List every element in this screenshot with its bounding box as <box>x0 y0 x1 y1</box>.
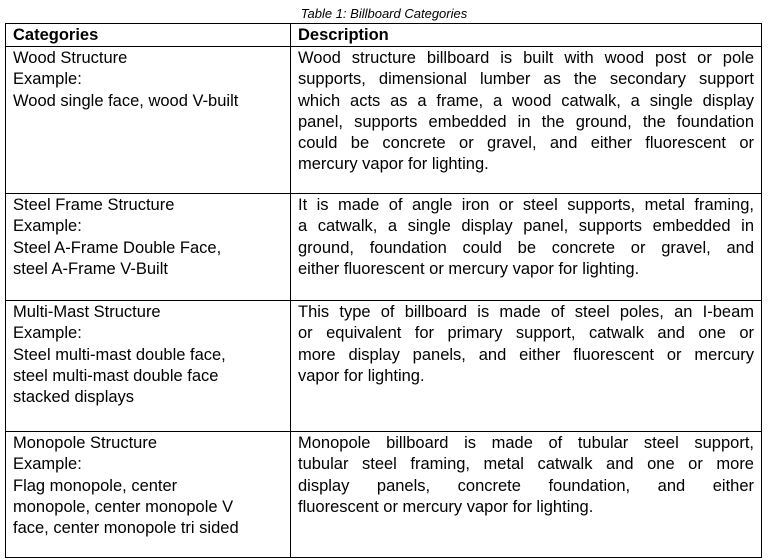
category-cell <box>6 432 291 558</box>
description-line: more display panels, and either fluorescent or mercury <box>298 345 754 364</box>
category-line: Example: <box>13 324 82 343</box>
description-line: supports, dimensional lumber as the secondary support <box>298 70 754 89</box>
description-line: either fluorescent or mercury vapor for lighting. <box>298 259 640 278</box>
description-line: mercury vapor for lighting. <box>298 155 489 174</box>
category-line: Wood single face, wood V-built <box>13 91 239 110</box>
description-line: Wood structure billboard is built with wood post or pole <box>298 49 754 68</box>
category-line: Steel Frame Structure <box>13 196 175 215</box>
category-line: steel multi-mast double face <box>13 366 219 385</box>
description-line: This type of billboard is made of steel poles, an I-beam <box>298 303 754 322</box>
table-row <box>6 194 762 301</box>
description-line: a catwalk, a single display panel, supports embedded in <box>298 217 754 236</box>
category-cell <box>6 47 291 194</box>
category-line: Flag monopole, center <box>13 476 178 495</box>
description-line: ground, foundation could be concrete or gravel, and <box>298 238 754 257</box>
header-categories: Categories <box>6 24 291 47</box>
description-line: which acts as a frame, a wood catwalk, a single display <box>298 91 754 110</box>
description-cell <box>291 194 762 301</box>
header-description: Description <box>291 24 762 47</box>
category-line: Example: <box>13 70 82 89</box>
category-line: Monopole Structure <box>13 434 157 453</box>
description-line: could be concrete or gravel, and either fluorescent or <box>298 134 754 153</box>
description-line: It is made of angle iron or steel supports, metal framing, <box>298 196 754 215</box>
description-cell <box>291 432 762 558</box>
category-line: Example: <box>13 455 82 474</box>
description-line: fluorescent or mercury vapor for lighting. <box>298 497 594 516</box>
table-row <box>6 47 762 194</box>
category-line: monopole, center monopole V <box>13 497 234 516</box>
category-line: Example: <box>13 217 82 236</box>
category-line: Steel A-Frame Double Face, <box>13 238 222 257</box>
description-line: Monopole billboard is made of tubular steel support, <box>298 434 754 453</box>
category-line: steel A-Frame V-Built <box>13 259 168 278</box>
category-line: Steel multi-mast double face, <box>13 345 226 364</box>
category-line: Wood Structure <box>13 49 128 68</box>
table-caption: Table 1: Billboard Categories <box>300 6 468 21</box>
description-line: display panels, concrete foundation, and either <box>298 476 754 495</box>
category-cell <box>6 194 291 301</box>
category-cell <box>6 301 291 432</box>
table-header-row <box>6 24 762 47</box>
table-row <box>6 432 762 558</box>
description-line: panel, supports embedded in the ground, the foundation <box>298 112 754 131</box>
category-line: face, center monopole tri sided <box>13 519 239 538</box>
description-line: or equivalent for primary support, catwalk and one or <box>298 324 754 343</box>
billboard-categories-table <box>5 23 762 558</box>
table-row <box>6 301 762 432</box>
category-line: Multi-Mast Structure <box>13 303 161 322</box>
description-cell <box>291 301 762 432</box>
description-line: tubular steel framing, metal catwalk and one or more <box>298 455 754 474</box>
description-cell <box>291 47 762 194</box>
category-line: stacked displays <box>13 388 135 407</box>
description-line: vapor for lighting. <box>298 366 425 385</box>
